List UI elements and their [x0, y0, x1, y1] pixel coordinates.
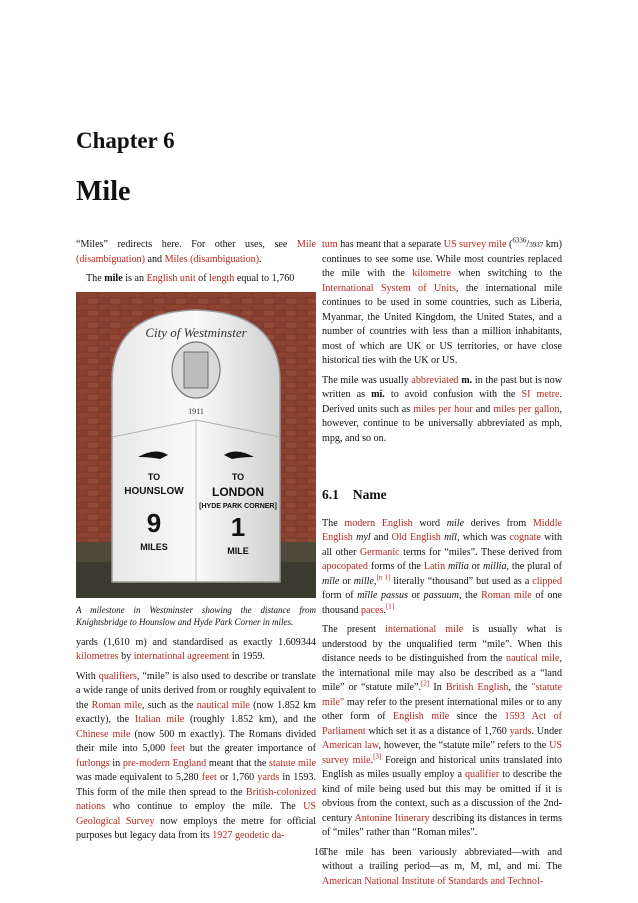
- crest-text: City of Westminster: [145, 324, 247, 340]
- link-yards-2[interactable]: yards: [509, 725, 532, 737]
- link-british-english[interactable]: British English: [445, 682, 509, 693]
- link-germanic[interactable]: Germanic: [359, 546, 400, 558]
- link-miles-per-hour[interactable]: miles per hour: [413, 403, 473, 415]
- link-antonine-itinerary[interactable]: Antonine Itinerary: [354, 812, 430, 824]
- link-kilometre[interactable]: kilometre: [412, 268, 451, 279]
- milestone-photo: [76, 292, 316, 598]
- bold-m: m.: [461, 374, 473, 386]
- link-datum[interactable]: tum: [322, 239, 338, 250]
- link-chinese-mile[interactable]: Chinese mile: [76, 728, 131, 740]
- link-roman-mile[interactable]: Roman mile: [91, 699, 142, 711]
- footnote-1[interactable]: [1]: [385, 602, 395, 611]
- paragraph-abbreviation: The mile was usually abbreviated m. in the past but is now written as mi. to avoid confusion with the SI metre. Derived units such as miles per hour and miles per gallon, however, continue to be universally abbreviated as mph, mpg, and so on.: [322, 374, 562, 444]
- link-nautical-mile-2[interactable]: nautical mile: [506, 653, 560, 664]
- link-english-mile[interactable]: English mile: [393, 711, 450, 722]
- link-abbreviated[interactable]: abbreviated: [411, 374, 459, 386]
- paragraph-yards: yards (1,610 m) and standardised as exactly 1.609344 kilometres by international agreement in 1959.: [76, 636, 316, 662]
- link-international-agreement[interactable]: international agreement: [133, 651, 230, 662]
- link-1593-act[interactable]: 1593 Act of Parliament: [322, 711, 562, 737]
- link-paces[interactable]: paces: [360, 604, 384, 616]
- footnote-n1[interactable]: [n 1]: [376, 573, 391, 582]
- left-column: [76, 238, 316, 849]
- link-modern-english[interactable]: modern English: [344, 517, 413, 529]
- link-us-survey-mile-2[interactable]: US survey mile: [322, 740, 562, 766]
- bold-mile: mile: [104, 273, 123, 284]
- milestone-left-number: 9: [146, 507, 162, 538]
- link-length[interactable]: length: [209, 273, 235, 284]
- link-old-english[interactable]: Old English: [391, 532, 441, 543]
- link-statute-mile[interactable]: statute mile: [269, 757, 316, 769]
- link-miles-disambiguation[interactable]: Miles (disambiguation): [164, 253, 260, 265]
- paragraph-abbreviations: The mile has been variously abbreviated—with and without a trailing period—as m, M, ml, and mi. The American National Institute of Standards and Technol-: [322, 846, 562, 887]
- fraction-denominator: 3937: [529, 241, 544, 249]
- milestone-left-place: HOUNSLOW: [124, 485, 184, 497]
- link-us-survey-mile[interactable]: US survey mile: [443, 239, 507, 250]
- link-nautical-mile[interactable]: nautical mile: [196, 699, 250, 711]
- link-english-unit[interactable]: English unit: [146, 273, 196, 284]
- link-international-mile[interactable]: international mile: [385, 624, 464, 635]
- link-apocopated[interactable]: apocopated: [322, 561, 368, 572]
- link-1927-geodetic-datum[interactable]: 1927 geodetic da-: [212, 830, 285, 841]
- hatnote: “Miles” redirects here. For other uses, see Mile (disambiguation) and Miles (disambiguation).: [76, 239, 316, 265]
- link-clipped[interactable]: clipped: [532, 575, 562, 587]
- paragraph-qualifiers: With qualifiers, “mile” is also used to describe or translate a wide range of units derived from or roughly equivalent to the Roman mile, such as the nautical mile (now 1.852 km exactly), the Italian mile (roughly 1.852 km), and the Chinese mile (now 500 m exactly). The Romans divided their mile into 5,000 feet but the greater importance of furlongs in pre-modern England meant that the statute mile was made equivalent to 5,280 feet or 1,760 yards in 1593. This form of the mile then spread to the British-colonized nations who continue to employ the mile. The US Geological Survey now employs the metre for official purposes but legacy data from its 1927 geodetic da-: [76, 670, 317, 841]
- link-roman-mile-2[interactable]: Roman mile: [481, 590, 532, 601]
- link-si-units[interactable]: International System of Units: [322, 282, 456, 294]
- milestone-right-unit: MILE: [227, 545, 249, 556]
- link-latin[interactable]: Latin: [423, 561, 446, 572]
- footnote-3[interactable]: [3]: [373, 752, 382, 761]
- page-title: Mile: [76, 176, 131, 207]
- link-qualifiers[interactable]: qualifiers: [98, 670, 137, 682]
- link-middle-english[interactable]: Middle English: [322, 517, 562, 543]
- link-kilometres[interactable]: kilometres: [76, 651, 119, 662]
- section-title: Name: [352, 487, 387, 502]
- link-us-geological-survey[interactable]: US Geological Survey: [76, 801, 316, 827]
- link-american-law[interactable]: American law: [322, 740, 379, 751]
- milestone-right-place: LONDON: [212, 484, 264, 499]
- link-italian-mile[interactable]: Italian mile: [134, 714, 185, 725]
- link-cognate[interactable]: cognate: [509, 532, 541, 543]
- milestone-left-to: TO: [147, 471, 161, 482]
- paragraph-etymology: The modern English word mile derives from Middle English myl and Old English mīl, which was cognate with all other Germanic terms for “miles”. These derived from apocopated forms of the Latin mīlia or millia, the plural of mīle or mille,[n 1] literally “thousand” but used as a clipped form of mīlle passus or passuum, the Roman mile of one thousand paces.[1]: [322, 517, 563, 616]
- link-statute-mile-quoted[interactable]: "statute mile": [322, 682, 562, 708]
- section-heading-name: [322, 488, 562, 503]
- footnote-2[interactable]: [2]: [421, 679, 430, 688]
- link-yards[interactable]: yards: [257, 772, 280, 783]
- milestone-left-unit: MILES: [140, 541, 168, 552]
- link-si-metre[interactable]: SI metre: [521, 389, 560, 400]
- paragraph-international-mile: The present international mile is usually what is understood by the unqualified term “mile”. When this distance needs to be distinguished from the nautical mile, the international mile may also be described as a “land mile” or “statute mile”.[2] In British English, the "statute mile" may refer to the present international miles or to any other form of English mile since the 1593 Act of Parliament which set it as a distance of 1,760 yards. Under American law, however, the “statute mile” refers to the US survey mile.[3] Foreign and historical units translated into English as miles usually employ a qualifier to describe the kind of mile being used but this may be omitted if it is obvious from the context, such as a discussion of the 2nd-century Antonine Itinerary describing its distances in terms of “miles” rather than “Roman miles”.: [322, 624, 563, 838]
- link-furlongs[interactable]: furlongs: [76, 757, 110, 769]
- milestone-right-sub: [HYDE PARK CORNER]: [199, 502, 277, 510]
- page-number: 16: [314, 847, 324, 858]
- right-column: [322, 238, 562, 894]
- link-feet-2[interactable]: feet: [201, 772, 217, 783]
- link-nist[interactable]: American National Institute of Standards and Technol-: [322, 875, 544, 887]
- link-british-colonized-nations[interactable]: British-colonized nations: [76, 786, 316, 812]
- milestone-right-number: 1: [230, 511, 246, 542]
- milestone-right-to: TO: [231, 471, 245, 482]
- link-mile-disambiguation[interactable]: Mile (disambiguation): [76, 239, 316, 265]
- chapter-label: Chapter 6: [76, 128, 175, 153]
- paragraph-survey-mile: tum has meant that a separate US survey mile ($^{6336}$/3937 km) continues to see some use. While most countries replaced the mile with the kilometre when switching to the International System of Units, the international mile continues to be used in some countries, such as Liberia, Myanmar, the United Kingdom, the United States, and a number of countries with less than a million inhabitants, most of which are UK or US territories, or have close historical ties with the UK or US.: [322, 236, 562, 366]
- fraction-numerator: 6336: [512, 236, 527, 245]
- section-number: 6.1: [322, 487, 339, 502]
- intro-paragraph: The mile is an English unit of length equal to 1,760: [86, 273, 295, 284]
- link-qualifier[interactable]: qualifier: [465, 769, 500, 780]
- milestone-year: 1911: [188, 406, 204, 416]
- link-feet[interactable]: feet: [169, 743, 186, 754]
- bold-mi: mi.: [371, 389, 385, 400]
- photo-caption: A milestone in Westminster showing the distance from Knightsbridge to Hounslow and Hyde Park Corner in miles.: [76, 604, 316, 627]
- link-miles-per-gallon[interactable]: miles per gallon: [493, 403, 560, 415]
- link-pre-modern-england[interactable]: pre-modern England: [122, 757, 207, 769]
